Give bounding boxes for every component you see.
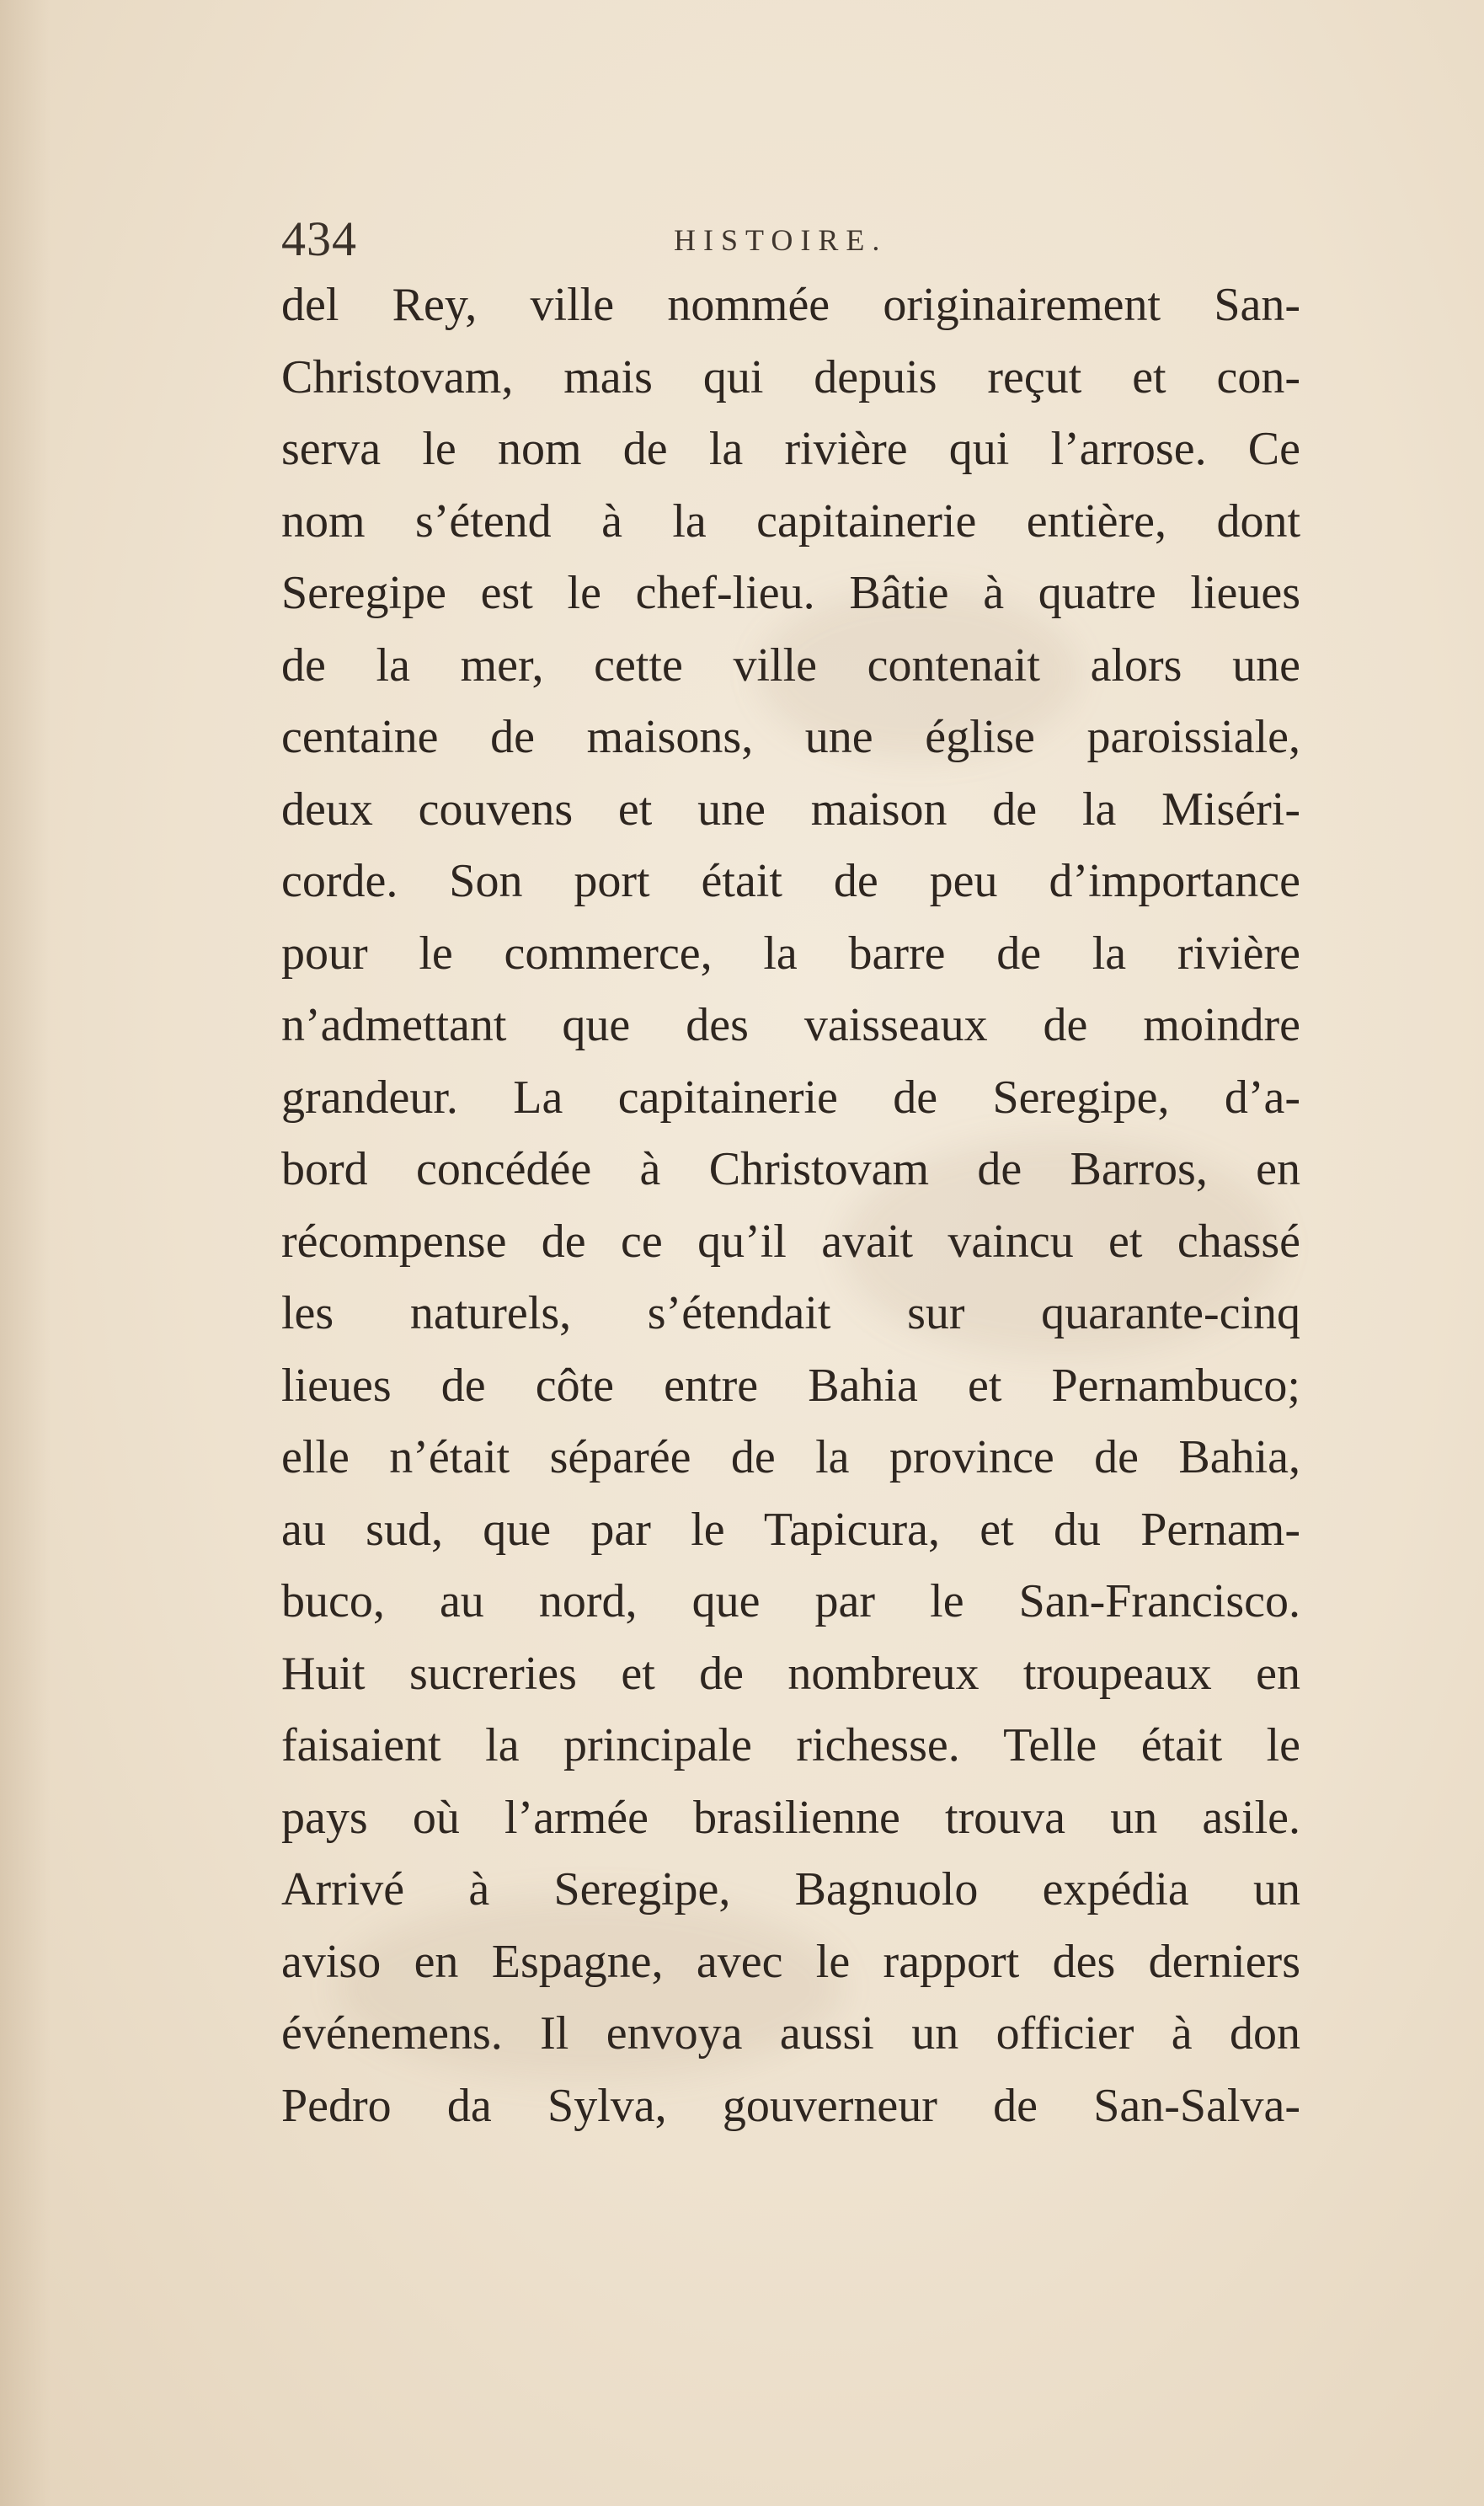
text-line: événemens. Il envoya aussi un officier à don — [281, 2007, 1300, 2060]
text-line: serva le nom de la rivière qui l’arrose. Ce — [281, 423, 1300, 475]
text-line: centaine de maisons, une église paroissiale, — [281, 711, 1300, 763]
text-line: récompense de ce qu’il avait vaincu et chassé — [281, 1215, 1300, 1268]
text-line: Christovam, mais qui depuis reçut et con- — [281, 350, 1300, 403]
page-header — [281, 211, 1300, 278]
text-line: Huit sucreries et de nombreux troupeaux en — [281, 1647, 1300, 1700]
text-line: pour le commerce, la barre de la rivière — [281, 927, 1300, 980]
text-line: deux couvens et une maison de la Miséri- — [281, 783, 1300, 836]
text-line: buco, au nord, que par le San-Francisco. — [281, 1575, 1300, 1627]
text-line: au sud, que par le Tapicura, et du Pernam- — [281, 1503, 1300, 1556]
text-line: Pedro da Sylva, gouverneur de San-Salva- — [281, 2079, 1300, 2132]
text-line: les naturels, s’étendait sur quarante-cinq — [281, 1287, 1300, 1339]
text-line: grandeur. La capitainerie de Seregipe, d’a- — [281, 1071, 1300, 1124]
text-line: corde. Son port était de peu d’importance — [281, 855, 1300, 907]
running-head: HISTOIRE. — [674, 223, 888, 257]
text-line: pays où l’armée brasilienne trouva un asile. — [281, 1791, 1300, 1844]
text-line: lieues de côte entre Bahia et Pernambuco; — [281, 1359, 1300, 1412]
text-line: elle n’était séparée de la province de Bahia, — [281, 1431, 1300, 1483]
text-line: Arrivé à Seregipe, Bagnuolo expédia un — [281, 1863, 1300, 1916]
text-line: bord concédée à Christovam de Barros, en — [281, 1143, 1300, 1195]
text-line: Seregipe est le chef-lieu. Bâtie à quatre lieues — [281, 567, 1300, 619]
text-line: faisaient la principale richesse. Telle était le — [281, 1719, 1300, 1771]
text-line: n’admettant que des vaisseaux de moindre — [281, 999, 1300, 1051]
text-line: nom s’étend à la capitainerie entière, dont — [281, 494, 1300, 548]
page-number: 434 — [281, 211, 357, 266]
body-text — [281, 270, 1300, 2142]
text-line: de la mer, cette ville contenait alors une — [281, 639, 1300, 692]
text-line: aviso en Espagne, avec le rapport des derniers — [281, 1935, 1300, 1988]
text-line: del Rey, ville nommée originairement San- — [281, 279, 1300, 331]
page-gutter-shadow — [0, 0, 51, 2506]
